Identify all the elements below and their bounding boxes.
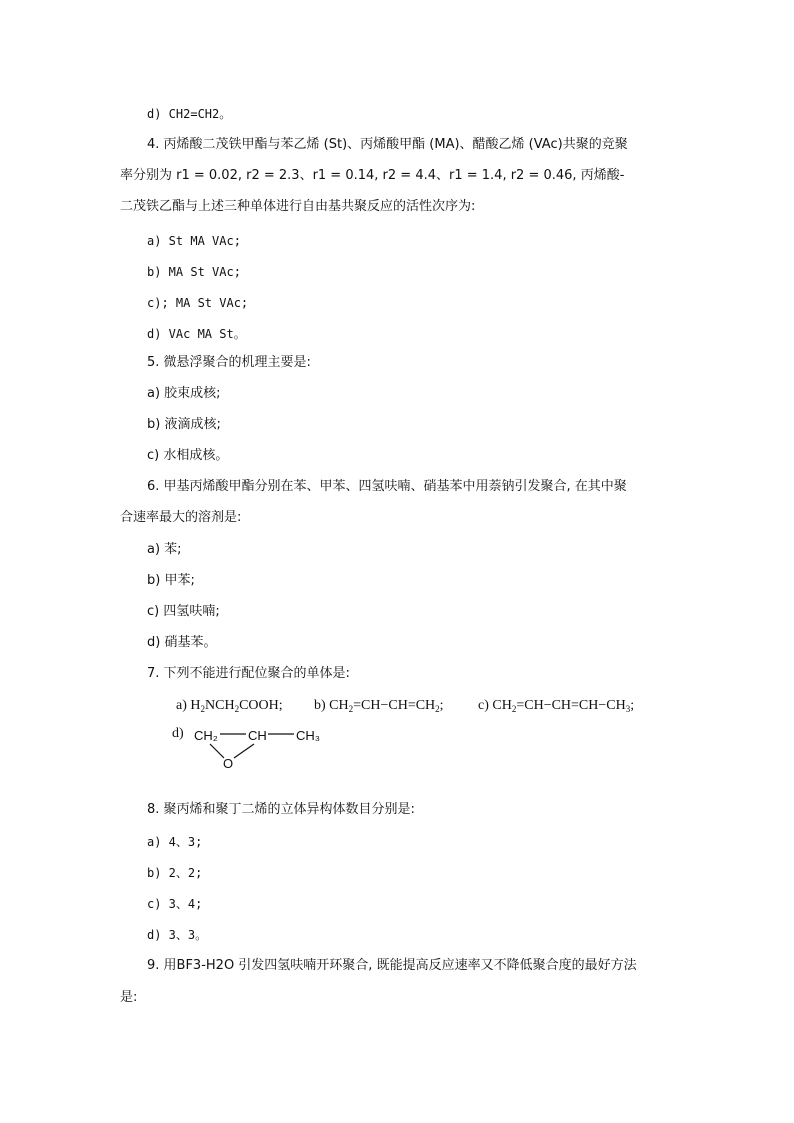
q6-option-a: a) 苯;: [147, 542, 182, 557]
structure-ch-label: CH: [248, 728, 267, 743]
q4-option-b: b) MA St VAc;: [147, 265, 241, 279]
q8-option-d: d) 3、3。: [147, 928, 208, 942]
structure-ch3-label: CH₃: [296, 728, 321, 743]
q4-stem-line-1: 4. 丙烯酸二茂铁甲酯与苯乙烯 (St)、丙烯酸甲酯 (MA)、醋酸乙烯 (VAc)共聚的竞聚: [147, 137, 628, 152]
q6-stem-line-2: 合速率最大的溶剂是:: [120, 510, 242, 525]
q3-option-d: d) CH2=CH2。: [147, 107, 232, 121]
q4-stem-line-3: 二茂铁乙酯与上述三种单体进行自由基共聚反应的活性次序为:: [120, 199, 476, 214]
q7-stem: 7. 下列不能进行配位聚合的单体是:: [147, 666, 350, 681]
q8-option-a: a) 4、3;: [147, 835, 203, 849]
q4-stem-line-2: 率分别为 r1 = 0.02, r2 = 2.3、r1 = 0.14, r2 = 4.4、r1 = 1.4, r2 = 0.46, 丙烯酸-: [120, 168, 625, 183]
ring-bond-right: [234, 744, 254, 758]
structure-ch2-label: CH₂: [194, 728, 218, 743]
q7-option-b: b) $CH_2=CH-CH=CH_2$;: [314, 698, 444, 714]
q4-option-c: c); MA St VAc;: [147, 296, 249, 310]
q4-option-a: a) St MA VAc;: [147, 234, 241, 248]
q7-option-c: c) $CH_2=CH-CH=CH-CH_3$;: [478, 698, 635, 714]
q5-stem: 5. 微悬浮聚合的机理主要是:: [147, 355, 311, 370]
q6-stem-line-1: 6. 甲基丙烯酸甲酯分别在苯、甲苯、四氢呋喃、硝基苯中用萘钠引发聚合, 在其中聚: [147, 479, 627, 494]
structure-oxygen-label: O: [223, 756, 234, 770]
q8-option-c: c) 3、4;: [147, 897, 203, 911]
q8-stem: 8. 聚丙烯和聚丁二烯的立体异构体数目分别是:: [147, 802, 415, 817]
q9-stem-line-1: 9. 用BF3-H2O 引发四氢呋喃开环聚合, 既能提高反应速率又不降低聚合度的最好方法: [147, 958, 637, 973]
ring-bond-left: [210, 744, 224, 758]
q4-option-d: d) VAc MA St。: [147, 327, 246, 341]
q8-option-b: b) 2、2;: [147, 866, 203, 880]
epoxide-structure: [190, 724, 330, 770]
q5-option-b: b) 液滴成核;: [147, 417, 221, 432]
q7-option-a: a) $H_2NCH_2COOH$;: [176, 698, 283, 714]
q6-option-d: d) 硝基苯。: [147, 635, 217, 650]
q5-option-a: a) 胶束成核;: [147, 386, 221, 401]
q6-option-b: b) 甲苯;: [147, 573, 195, 588]
q7-option-d-label: d): [172, 726, 184, 741]
q9-stem-line-2: 是:: [120, 990, 138, 1005]
q6-option-c: c) 四氢呋喃;: [147, 604, 220, 619]
q5-option-c: c) 水相成核。: [147, 448, 229, 463]
